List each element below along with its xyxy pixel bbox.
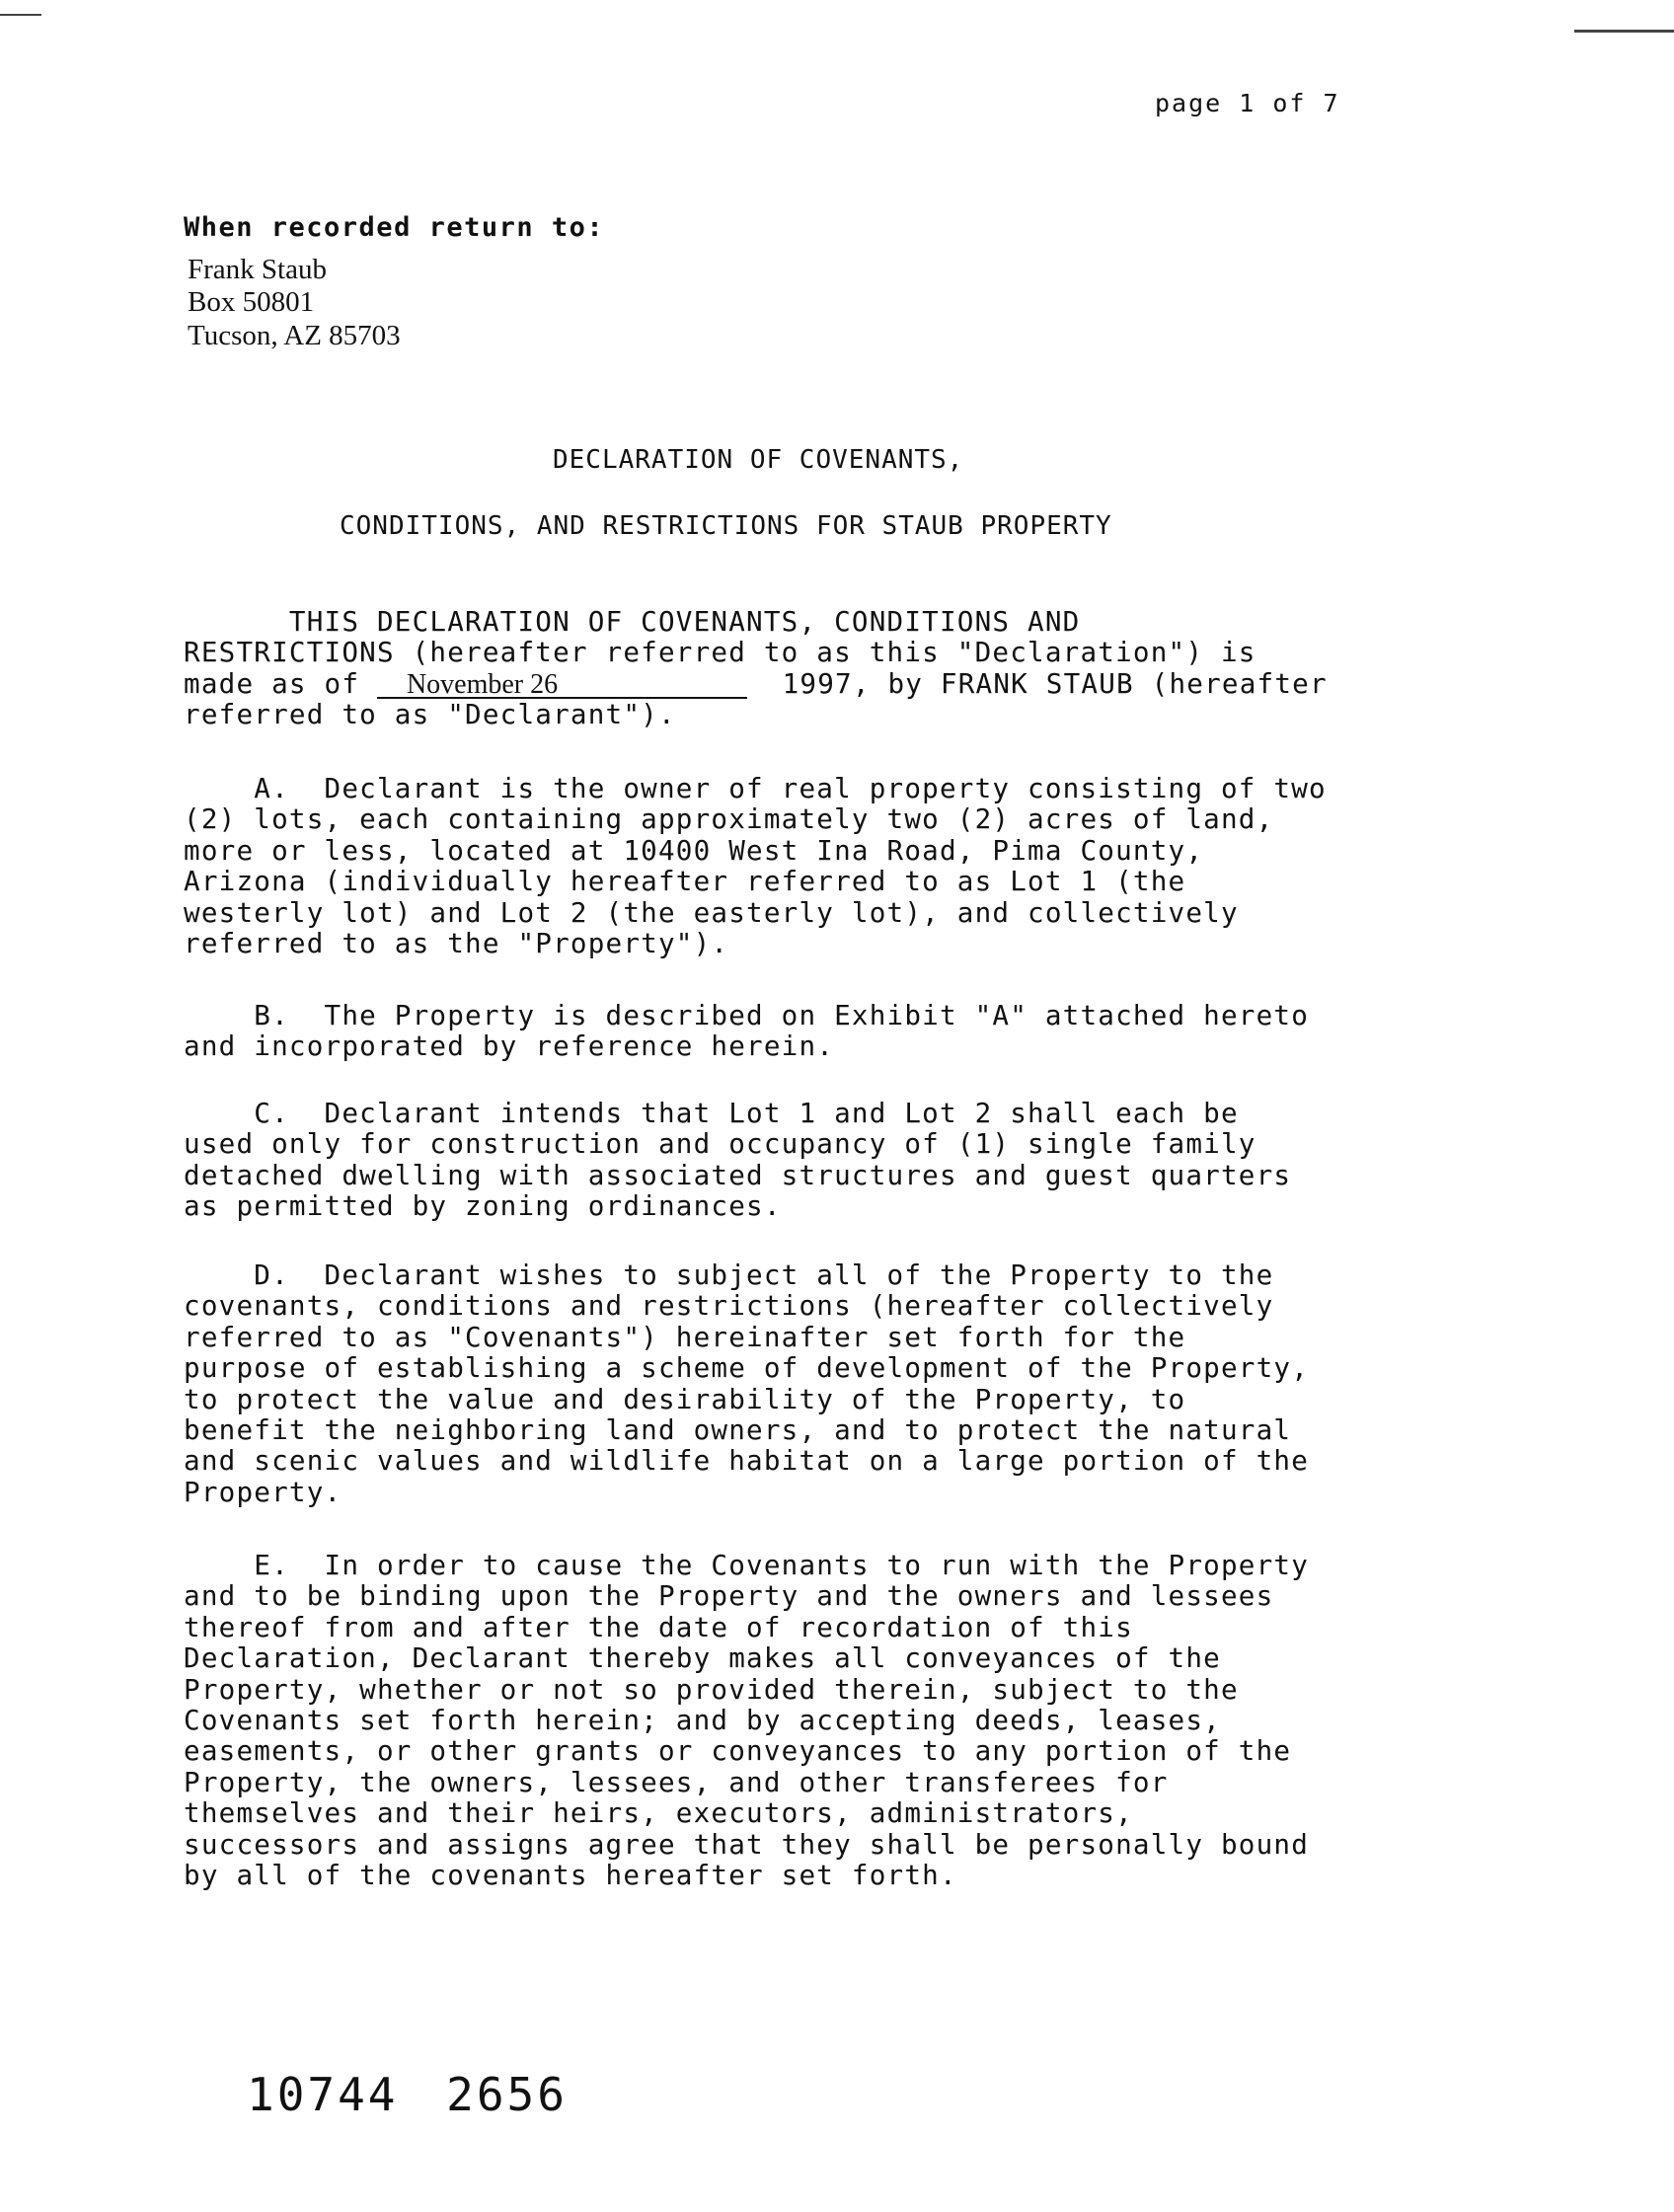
text-line: THIS DECLARATION OF COVENANTS, CONDITIONS AND <box>184 605 1081 638</box>
date-field: November 26 <box>377 673 747 699</box>
text-line: Covenants set forth herein; and by accepting deeds, leases, <box>184 1704 1221 1737</box>
text-line: and incorporated by reference herein. <box>184 1030 835 1063</box>
text-line: benefit the neighboring land owners, and to protect the natural <box>184 1413 1292 1447</box>
paragraph-a <box>184 773 1327 958</box>
title-line-2: CONDITIONS, AND RESTRICTIONS FOR STAUB PROPERTY <box>340 511 1112 541</box>
text-line: as permitted by zoning ordinances. <box>184 1189 782 1223</box>
text-line: A. Declarant is the owner of real property consisting of two <box>184 772 1327 804</box>
return-city: Tucson, AZ 85703 <box>188 320 401 351</box>
text-line: (2) lots, each containing approximately two (2) acres of land, <box>184 802 1274 836</box>
text-line: Arizona (individually hereafter referred to as Lot 1 (the <box>184 865 1186 898</box>
intro-paragraph <box>184 606 1328 730</box>
return-box: Box 50801 <box>188 286 315 318</box>
title-line-1: DECLARATION OF COVENANTS, <box>553 445 964 475</box>
text-line: referred to as the "Property"). <box>184 927 729 960</box>
text-line <box>184 668 1328 699</box>
text-line: Property, the owners, lessees, and other transferees for <box>184 1765 1169 1798</box>
text-line: and scenic values and wildlife habitat on a large portion of the <box>184 1444 1310 1478</box>
paragraph-e <box>184 1550 1309 1890</box>
text-line: Property. <box>184 1475 342 1508</box>
paragraph-c <box>184 1098 1291 1222</box>
recording-number: 10744 2656 <box>247 2068 568 2121</box>
text-line: RESTRICTIONS (hereafter referred to as this "Declaration") is <box>184 636 1256 669</box>
text-line: successors and assigns agree that they shall be personally bound <box>184 1827 1310 1861</box>
text-line: E. In order to cause the Covenants to run with the Property <box>184 1549 1310 1581</box>
scan-mark <box>0 14 41 16</box>
text-line: Declaration, Declarant thereby makes all conveyances of the <box>184 1641 1221 1675</box>
return-label: When recorded return to: <box>184 212 605 243</box>
text-line: detached dwelling with associated structures and guest quarters <box>184 1158 1292 1191</box>
text-fragment: made as of <box>184 666 377 700</box>
text-line: Property, whether or not so provided therein, subject to the <box>184 1672 1239 1706</box>
text-line: more or less, located at 10400 West Ina Road, Pima County, <box>184 833 1204 867</box>
text-line: used only for construction and occupancy of (1) single family <box>184 1127 1256 1161</box>
text-fragment: 1997, by FRANK STAUB (hereafter <box>746 666 1328 700</box>
paragraph-d <box>184 1259 1309 1507</box>
text-line: D. Declarant wishes to subject all of the Property to the <box>184 1259 1274 1291</box>
text-line: themselves and their heirs, executors, administrators, <box>184 1796 1133 1830</box>
text-line: referred to as "Covenants") hereinafter set forth for the <box>184 1320 1186 1353</box>
text-line: B. The Property is described on Exhibit "A" attached hereto <box>184 999 1310 1031</box>
paragraph-b <box>184 1000 1309 1062</box>
scan-mark <box>1574 30 1674 33</box>
page-number: page 1 of 7 <box>1155 89 1340 117</box>
text-line: thereof from and after the date of recordation of this <box>184 1610 1133 1643</box>
text-line: C. Declarant intends that Lot 1 and Lot 2 shall each be <box>184 1097 1239 1129</box>
text-line: to protect the value and desirability of the Property, to <box>184 1382 1186 1415</box>
text-line: referred to as "Declarant"). <box>184 698 676 731</box>
text-line: westerly lot) and Lot 2 (the easterly lot), and collectively <box>184 895 1239 929</box>
text-line: by all of the covenants hereafter set forth. <box>184 1859 957 1892</box>
text-line: and to be binding upon the Property and the owners and lessees <box>184 1579 1274 1613</box>
text-line: easements, or other grants or conveyances to any portion of the <box>184 1734 1292 1768</box>
text-line: purpose of establishing a scheme of development of the Property, <box>184 1351 1310 1385</box>
text-line: covenants, conditions and restrictions (hereafter collectively <box>184 1289 1274 1323</box>
return-name: Frank Staub <box>188 254 327 285</box>
